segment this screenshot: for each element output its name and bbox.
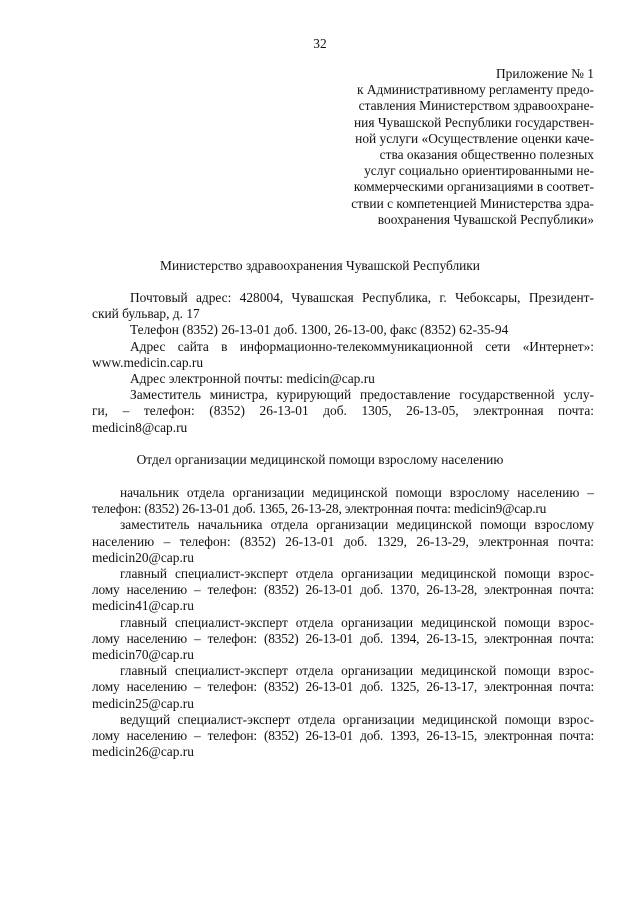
appendix-line: к Административному регламенту предо- xyxy=(357,82,594,98)
staff-entry-line: лому населению – телефон: (8352) 26-13-01 доб. 1370, 26-13-28, электронная почта: xyxy=(92,582,594,598)
staff-entry xyxy=(92,566,594,615)
staff-entry-line: населению – телефон: (8352) 26-13-01 доб. 1329, 26-13-29, электронная почта: xyxy=(92,533,594,549)
staff-entry xyxy=(92,712,594,761)
appendix-line: ной услуги «Осуществление оценки каче- xyxy=(355,130,594,146)
appendix-line: ставления Министерством здравоохране- xyxy=(358,98,594,114)
staff-entry-line: телефон: (8352) 26-13-01 доб. 1365, 26-13-28, электронная почта: medicin9@cap.ru xyxy=(92,501,547,517)
staff-entry-line: лому населению – телефон: (8352) 26-13-01 доб. 1393, 26-13-15, электронная почта: xyxy=(92,728,594,744)
appendix-heading xyxy=(324,66,594,228)
deputy-minister-line: Заместитель министра, курирующий предоставление государственной услу- xyxy=(130,387,594,403)
deputy-minister-line: ги, – телефон: (8352) 26-13-01 доб. 1305, 26-13-05, электронная почта: xyxy=(92,403,594,419)
appendix-line: ства оказания общественно полезных xyxy=(379,147,594,163)
staff-list xyxy=(92,485,594,760)
staff-entry-line: главный специалист-эксперт отдела организации медицинской помощи взрос- xyxy=(120,614,594,630)
staff-entry-line: начальник отдела организации медицинской помощи взрослому населению – xyxy=(120,485,594,500)
staff-entry-line: medicin26@cap.ru xyxy=(92,744,194,760)
staff-entry-line: главный специалист-эксперт отдела организации медицинской помощи взрос- xyxy=(120,566,594,582)
staff-entry-line: заместитель начальника отдела организации медицинской помощи взрослому xyxy=(120,517,594,533)
ministry-contacts xyxy=(92,290,594,436)
deputy-minister-email: medicin8@cap.ru xyxy=(92,419,188,435)
staff-entry xyxy=(92,615,594,664)
appendix-line: ния Чувашской Республики государствен- xyxy=(353,114,594,130)
email-line: Адрес электронной почты: medicin@cap.ru xyxy=(130,371,375,387)
staff-entry-line: лому населению – телефон: (8352) 26-13-01 доб. 1394, 26-13-15, электронная почта: xyxy=(92,630,594,646)
staff-entry-line: medicin20@cap.ru xyxy=(92,549,194,565)
website-url: www.medicin.cap.ru xyxy=(92,354,204,370)
appendix-line: коммерческими организациями в соответ- xyxy=(353,179,594,195)
appendix-line: Приложение № 1 xyxy=(495,66,594,81)
staff-entry xyxy=(92,485,594,517)
postal-address-line: ский бульвар, д. 17 xyxy=(92,306,200,322)
page-number: 32 xyxy=(313,36,327,51)
appendix-line: ствии с компетенцией Министерства здра- xyxy=(351,195,594,211)
postal-address-line: Почтовый адрес: 428004, Чувашская Республика, г. Чебоксары, Президент- xyxy=(130,290,594,305)
ministry-title: Министерство здравоохранения Чувашской Республики xyxy=(160,258,480,273)
website-line: Адрес сайта в информационно-телекоммуникационной сети «Интернет»: xyxy=(130,338,594,354)
staff-entry-line: medicin70@cap.ru xyxy=(92,647,194,663)
phone-line: Телефон (8352) 26-13-01 доб. 1300, 26-13-00, факс (8352) 62-35-94 xyxy=(130,322,509,338)
staff-entry-line: ведущий специалист-эксперт отдела организации медицинской помощи взрос- xyxy=(120,711,594,727)
staff-entry xyxy=(92,663,594,712)
appendix-line: услуг социально ориентированными не- xyxy=(364,163,594,179)
staff-entry-line: главный специалист-эксперт отдела организации медицинской помощи взрос- xyxy=(120,663,594,679)
staff-entry xyxy=(92,517,594,566)
staff-entry-line: medicin25@cap.ru xyxy=(92,695,194,711)
staff-entry-line: medicin41@cap.ru xyxy=(92,598,194,614)
appendix-line: воохранения Чувашской Республики» xyxy=(377,211,594,227)
department-title: Отдел организации медицинской помощи взрослому населению xyxy=(136,452,504,467)
staff-entry-line: лому населению – телефон: (8352) 26-13-01 доб. 1325, 26-13-17, электронная почта: xyxy=(92,679,594,695)
